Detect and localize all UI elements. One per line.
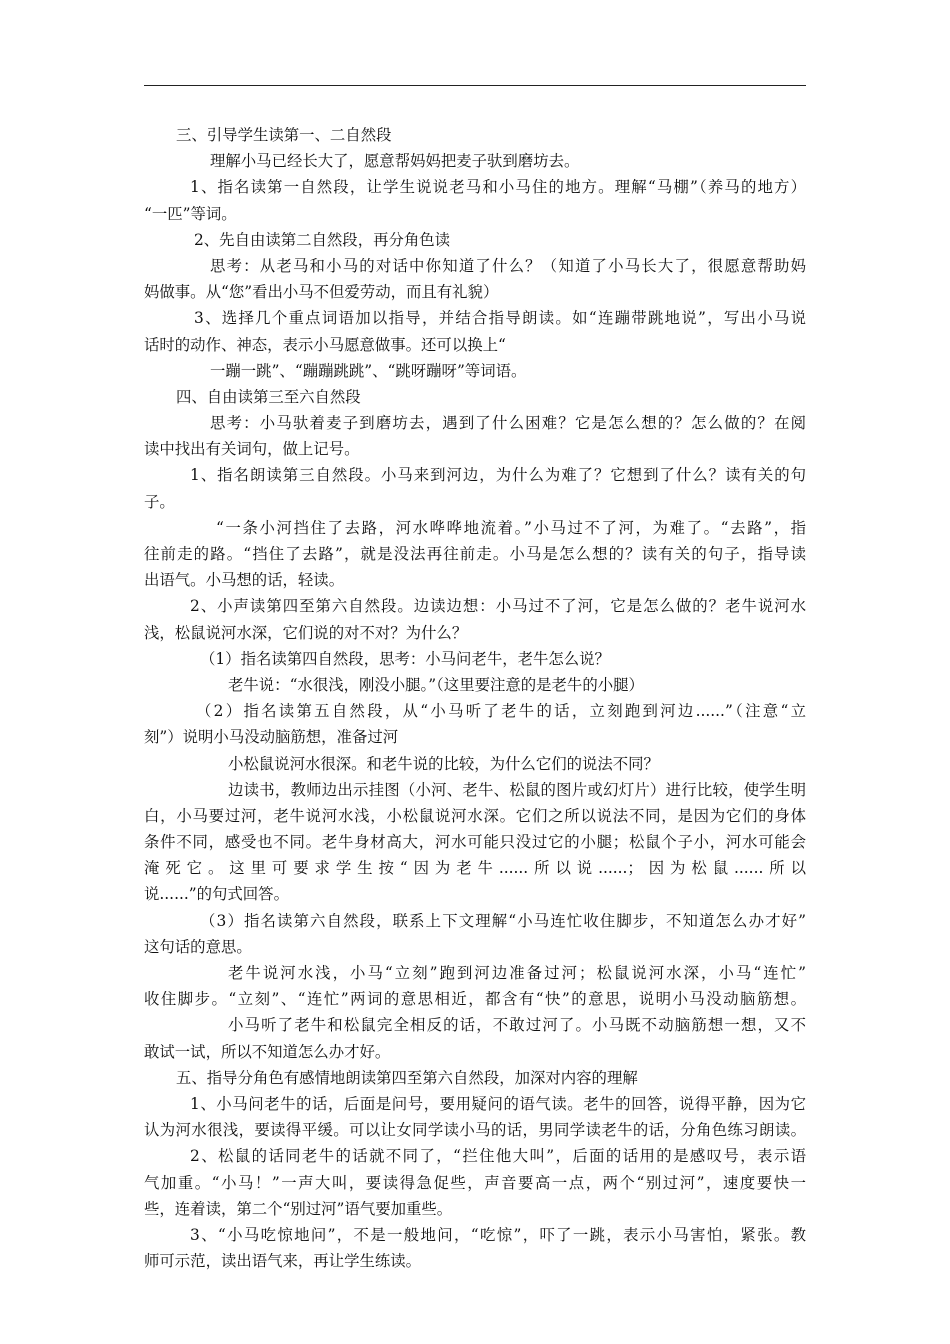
text-line: 1、小马问老牛的话，后面是问号，要用疑问的语气读。老牛的回答，说得平静，因为它 xyxy=(190,1094,806,1113)
text-line: 五、指导分角色有感情地朗读第四至第六自然段，加深对内容的理解 xyxy=(176,1068,638,1087)
text-line: 白，小马要过河，老牛说河水浅，小松鼠说河水深。它们之所以说法不同，是因为它们的身体 xyxy=(144,806,806,825)
text-line: 收住脚步。“立刻”、“连忙”两词的意思相近，都含有“快”的意思，说明小马没动脑筋想。 xyxy=(144,990,806,1009)
text-line: 思考：小马驮着麦子到磨坊去，遇到了什么困难？它是怎么想的？怎么做的？在阅 xyxy=(210,414,806,433)
text-line: 出语气。小马想的话，轻读。 xyxy=(144,571,345,590)
text-line: 小松鼠说河水很深。和老牛说的比较，为什么它们的说法不同？ xyxy=(228,754,659,773)
text-line: 敢试一试，所以不知道怎么办才好。 xyxy=(144,1042,391,1061)
text-line: 理解小马已经长大了，愿意帮妈妈把麦子驮到磨坊去。 xyxy=(210,152,580,171)
text-line: 小马听了老牛和松鼠完全相反的话，不敢过河了。小马既不动脑筋想一想，又不 xyxy=(228,1016,806,1035)
text-line: 话时的动作、神态，表示小马愿意做事。还可以换上“ xyxy=(144,335,506,354)
text-line: 思考：从老马和小马的对话中你知道了什么？（知道了小马长大了，很愿意帮助妈 xyxy=(210,256,806,275)
text-line: 师可示范，读出语气来，再让学生练读。 xyxy=(144,1252,422,1271)
text-line: 读中找出有关词句，做上记号。 xyxy=(144,440,360,459)
text-line: 2、小声读第四至第六自然段。边读边想：小马过不了河，它是怎么做的？老牛说河水 xyxy=(190,597,806,616)
text-line: 刻”）说明小马没动脑筋想，准备过河 xyxy=(144,728,399,747)
text-line: 往前走的路。“挡住了去路”，就是没法再往前走。小马是怎么想的？读有关的句子，指导读 xyxy=(144,545,806,563)
text-line: 些，连着读，第二个“别过河”语气要加重些。 xyxy=(144,1199,453,1218)
text-line: 浅，松鼠说河水深，它们说的对不对？为什么？ xyxy=(144,623,468,642)
header-rule xyxy=(144,85,806,86)
text-line: 1、指名朗读第三自然段。小马来到河边，为什么为难了？它想到了什么？读有关的句 xyxy=(190,466,806,485)
text-line: 说......”的句式回答。 xyxy=(144,885,289,904)
text-line: （2）指名读第五自然段，从“小马听了老牛的话，立刻跑到河边......”（注意“立 xyxy=(196,702,806,721)
text-line: 2、先自由读第二自然段，再分角色读 xyxy=(194,230,451,249)
text-line: 子。 xyxy=(144,492,175,511)
text-line: 老牛说：“水很浅，刚没小腿。”（这里要注意的是老牛的小腿） xyxy=(228,675,644,694)
text-line: 这句话的意思。 xyxy=(144,937,252,956)
text-line: 认为河水很浅，要读得平缓。可以让女同学读小马的话，男同学读老牛的话，分角色练习朗读。 xyxy=(144,1121,806,1140)
text-line: （1）指名读第四自然段，思考：小马问老牛，老牛怎么说？ xyxy=(200,649,610,668)
text-line: 一蹦一跳”、“蹦蹦跳跳”、“跳呀蹦呀”等词语。 xyxy=(210,361,527,380)
text-line: 2、松鼠的话同老牛的话就不同了，“拦住他大叫”，后面的话用的是感叹号，表示语 xyxy=(190,1147,806,1166)
text-line: （3）指名读第六自然段，联系上下文理解“小马连忙收住脚步，不知道怎么办才好” xyxy=(200,911,806,930)
document-body xyxy=(144,122,806,1274)
text-line: 3、“小马吃惊地问”，不是一般地问，“吃惊”，吓了一跳，表示小马害怕，紧张。教 xyxy=(190,1225,806,1244)
text-line: “一匹”等词。 xyxy=(144,204,237,223)
text-line: 边读书，教师边出示挂图（小河、老牛、松鼠的图片或幻灯片）进行比较，使学生明 xyxy=(228,780,806,799)
text-line: 1、指名读第一自然段，让学生说说老马和小马住的地方。理解“马棚”（养马的地方） xyxy=(190,178,806,197)
text-line: “一条小河挡住了去路，河水哗哗地流着。”小马过不了河，为难了。“去路”，指 xyxy=(216,518,806,537)
text-line: 条件不同，感受也不同。老牛身材高大，河水可能只没过它的小腿；松鼠个子小，河水可能会 xyxy=(144,833,806,852)
text-line: 三、引导学生读第一、二自然段 xyxy=(176,126,392,144)
text-line: 淹死它。这里可要求学生按“因为老牛......所以说......；因为松鼠......所以 xyxy=(144,859,806,878)
text-line: 四、自由读第三至六自然段 xyxy=(176,387,361,406)
text-line: 老牛说河水浅，小马“立刻”跑到河边准备过河；松鼠说河水深，小马“连忙” xyxy=(228,964,806,982)
text-line: 妈做事。从“您”看出小马不但爱劳动，而且有礼貌） xyxy=(144,283,499,302)
text-line: 气加重。“小马！”一声大叫，要读得急促些，声音要高一点，两个“别过河”，速度要快一 xyxy=(144,1173,806,1192)
text-line: 3、选择几个重点词语加以指导，并结合指导朗读。如“连蹦带跳地说”，写出小马说 xyxy=(194,309,806,328)
